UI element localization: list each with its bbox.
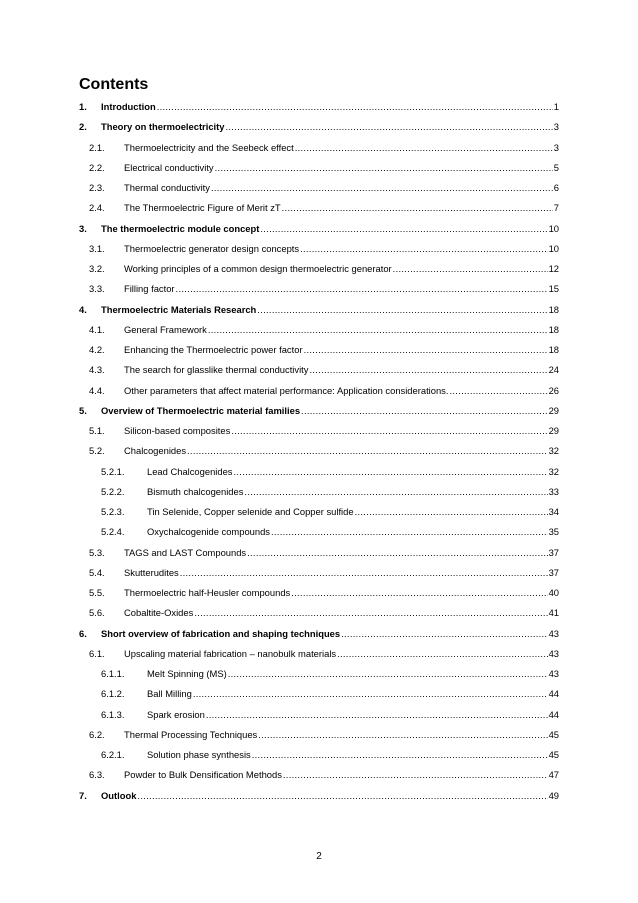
- toc-entry-page: 7: [553, 202, 559, 214]
- toc-entry[interactable]: [89, 242, 559, 256]
- toc-entry-page: 34: [548, 506, 559, 517]
- toc-entry[interactable]: [89, 323, 559, 337]
- toc-entry-title: Working principles of a common design thermoelectric generator: [124, 263, 392, 274]
- toc-entry-number: 5.2.3.: [101, 506, 125, 517]
- toc-leader-dots: [137, 789, 547, 803]
- toc-entry[interactable]: [89, 606, 559, 620]
- toc-entry-page: 18: [548, 323, 559, 335]
- toc-entry[interactable]: [89, 546, 559, 560]
- toc-leader-dots: [300, 242, 547, 256]
- toc-entry-page: 41: [548, 607, 559, 619]
- toc-entry-title: Thermoelectric half-Heusler compounds: [124, 587, 291, 598]
- toc-entry-title: Powder to Bulk Densification Methods: [124, 769, 282, 781]
- toc-entry-title: Chalcogenides: [124, 445, 187, 457]
- toc-entry-page: 1: [553, 101, 559, 112]
- toc-entry[interactable]: [79, 303, 559, 317]
- toc-entry-title: Short overview of fabrication and shaping techniques: [101, 627, 341, 639]
- toc-entry-page: 43: [548, 668, 559, 679]
- toc-entry-number: 6.1.2.: [101, 688, 125, 700]
- toc-entry-number: 2.2.: [89, 161, 105, 173]
- toc-entry-title: Thermoelectric generator design concepts: [124, 242, 300, 254]
- toc-entry-page: 18: [548, 303, 559, 315]
- toc-leader-dots: [244, 485, 547, 499]
- toc-entry[interactable]: [79, 789, 559, 803]
- toc-entry-page: 37: [548, 546, 559, 558]
- toc-entry-title: Introduction: [101, 101, 156, 112]
- toc-entry-page: 37: [548, 566, 559, 578]
- toc-entry[interactable]: [89, 586, 559, 600]
- toc-entry-page: 49: [548, 789, 559, 801]
- toc-entry[interactable]: [89, 201, 559, 215]
- toc-entry-number: 6.2.: [89, 728, 105, 740]
- toc-entry-page: 40: [548, 587, 559, 598]
- toc-entry-title: The Thermoelectric Figure of Merit zT: [124, 202, 281, 214]
- toc-entry-title: Other parameters that affect material performance: Application considerations.: [124, 384, 449, 396]
- toc-entry-page: 44: [548, 708, 559, 720]
- toc-entry[interactable]: [101, 667, 559, 681]
- toc-entry-page: 5: [553, 161, 559, 173]
- toc-entry-title: Cobaltite-Oxides: [124, 607, 194, 619]
- toc-entry[interactable]: [101, 485, 559, 499]
- toc-entry[interactable]: [79, 222, 559, 236]
- toc-entry-number: 5.6.: [89, 607, 105, 619]
- toc-entry[interactable]: [79, 404, 559, 418]
- toc-entry-number: 5.1.: [89, 425, 105, 436]
- toc-leader-dots: [194, 606, 547, 620]
- toc-entry-number: 7.: [79, 789, 87, 801]
- toc-entry-title: Spark erosion: [147, 708, 205, 720]
- toc-entry-title: Enhancing the Thermoelectric power factor: [124, 344, 303, 355]
- toc-entry-number: 3.: [79, 222, 87, 234]
- page-number: 2: [316, 851, 322, 862]
- toc-entry-page: 6: [553, 182, 559, 193]
- toc-entry-title: Silicon-based composites: [124, 425, 231, 436]
- toc-entry-page: 3: [553, 141, 559, 153]
- toc-leader-dots: [231, 424, 547, 438]
- toc-entry-title: Outlook: [101, 789, 137, 801]
- toc-entry-number: 4.: [79, 303, 87, 315]
- toc-entry-title: Thermal Processing Techniques: [124, 728, 258, 740]
- toc-entry-page: 18: [548, 344, 559, 355]
- toc-entry-number: 5.2.: [89, 445, 105, 457]
- toc-entry-title: Tin Selenide, Copper selenide and Copper sulfide: [147, 506, 354, 517]
- toc-entry[interactable]: [89, 161, 559, 175]
- toc-entry-page: 29: [548, 404, 559, 416]
- toc-leader-dots: [393, 262, 548, 276]
- toc-entry-number: 4.4.: [89, 384, 105, 396]
- toc-entry-page: 24: [548, 364, 559, 376]
- toc-entry-page: 35: [548, 526, 559, 538]
- toc-leader-dots: [341, 627, 547, 641]
- toc-entry-number: 1.: [79, 101, 87, 112]
- toc-entry-number: 6.1.1.: [101, 668, 125, 679]
- toc-leader-dots: [260, 222, 547, 236]
- toc-entry[interactable]: [89, 728, 559, 742]
- toc-entry-page: 29: [548, 425, 559, 436]
- toc-leader-dots: [309, 363, 547, 377]
- toc-entry-page: 10: [548, 222, 559, 234]
- toc-entry[interactable]: [101, 525, 559, 539]
- page-title: Contents: [79, 76, 149, 93]
- toc-entry-title: Thermoelectricity and the Seebeck effect: [124, 141, 294, 153]
- toc-entry-title: General Framework: [124, 323, 207, 335]
- toc-entry-title: Thermal conductivity: [124, 182, 210, 193]
- toc-leader-dots: [176, 282, 548, 296]
- toc-entry[interactable]: [89, 363, 559, 377]
- toc-leader-dots: [206, 708, 548, 722]
- toc-leader-dots: [211, 181, 553, 195]
- toc-leader-dots: [247, 546, 547, 560]
- toc-leader-dots: [225, 120, 552, 134]
- toc-entry-number: 3.1.: [89, 242, 105, 254]
- toc-entry-title: Electrical conductivity: [124, 161, 214, 173]
- toc-entry-number: 4.2.: [89, 344, 105, 355]
- toc-entry-page: 15: [548, 283, 559, 295]
- toc-entry-number: 2.: [79, 121, 87, 133]
- toc-entry-title: Skutterudites: [124, 566, 179, 578]
- toc-entry-number: 5.4.: [89, 566, 105, 578]
- toc-entry-page: 32: [548, 465, 559, 477]
- toc-entry-number: 6.1.: [89, 647, 105, 659]
- toc-entry[interactable]: [101, 748, 559, 762]
- toc-entry-page: 3: [553, 121, 559, 133]
- toc-entry[interactable]: [89, 566, 559, 580]
- toc-entry-title: Solution phase synthesis: [147, 749, 251, 760]
- toc-leader-dots: [157, 100, 553, 114]
- toc-entry[interactable]: [89, 444, 559, 458]
- toc-leader-dots: [301, 404, 548, 418]
- toc-leader-dots: [180, 566, 548, 580]
- toc-entry-number: 3.3.: [89, 283, 105, 295]
- toc-entry-title: Overview of Thermoelectric material families: [101, 404, 301, 416]
- toc-leader-dots: [295, 141, 553, 155]
- toc-entry-number: 5.5.: [89, 587, 105, 598]
- toc-entry-page: 45: [548, 749, 559, 760]
- toc-entry[interactable]: [101, 687, 559, 701]
- toc-leader-dots: [271, 525, 548, 539]
- toc-entry-title: Melt Spinning (MS): [147, 668, 227, 679]
- toc-entry-page: 10: [548, 242, 559, 254]
- toc-entry-number: 5.2.2.: [101, 485, 125, 497]
- toc-entry-number: 5.2.4.: [101, 526, 125, 538]
- toc-entry-title: Lead Chalcogenides: [147, 465, 233, 477]
- toc-entry[interactable]: [89, 768, 559, 782]
- toc-leader-dots: [257, 303, 547, 317]
- toc-leader-dots: [215, 161, 553, 175]
- toc-entry-page: 47: [548, 769, 559, 781]
- toc-leader-dots: [282, 201, 553, 215]
- toc-entry-number: 5.2.1.: [101, 465, 125, 477]
- toc-leader-dots: [233, 465, 547, 479]
- toc-entry-number: 6.2.1.: [101, 749, 125, 760]
- toc-entry-page: 33: [548, 485, 559, 497]
- toc-entry-page: 32: [548, 445, 559, 457]
- toc-entry-number: 4.3.: [89, 364, 105, 376]
- toc-entry[interactable]: [89, 181, 559, 195]
- toc-leader-dots: [283, 768, 548, 782]
- toc-entry[interactable]: [79, 627, 559, 641]
- toc-leader-dots: [337, 647, 547, 661]
- toc-entry-title: The thermoelectric module concept: [101, 222, 260, 234]
- toc-entry-number: 5.3.: [89, 546, 105, 558]
- toc-entry[interactable]: [89, 282, 559, 296]
- toc-entry-title: Filling factor: [124, 283, 175, 295]
- toc-entry-number: 6.: [79, 627, 87, 639]
- toc-entry-page: 43: [548, 647, 559, 659]
- toc-entry[interactable]: [89, 424, 559, 438]
- toc-entry[interactable]: [89, 384, 559, 398]
- toc-entry[interactable]: [101, 505, 559, 519]
- toc-entry-title: Theory on thermoelectricity: [101, 121, 225, 133]
- toc-entry-page: 43: [548, 627, 559, 639]
- toc-entry-title: Ball Milling: [147, 688, 192, 700]
- toc-leader-dots: [304, 343, 548, 357]
- toc-entry-number: 2.1.: [89, 141, 105, 153]
- toc-entry[interactable]: [89, 647, 559, 661]
- toc-entry[interactable]: [101, 465, 559, 479]
- toc-entry-title: The search for glasslike thermal conductivity: [124, 364, 309, 376]
- toc-leader-dots: [252, 748, 548, 762]
- toc-entry-number: 3.2.: [89, 263, 105, 274]
- toc-entry-page: 44: [548, 688, 559, 700]
- toc-entry-title: Bismuth chalcogenides: [147, 485, 244, 497]
- toc-leader-dots: [208, 323, 548, 337]
- toc-entry-number: 5.: [79, 404, 87, 416]
- toc-leader-dots: [291, 586, 547, 600]
- toc-leader-dots: [449, 384, 547, 398]
- toc-entry[interactable]: [79, 100, 559, 114]
- toc-entry-title: Thermoelectric Materials Research: [101, 303, 257, 315]
- toc-entry-number: 2.4.: [89, 202, 105, 214]
- toc-entry-page: 26: [548, 384, 559, 396]
- toc-entry-number: 6.3.: [89, 769, 105, 781]
- toc-entry[interactable]: [89, 141, 559, 155]
- toc-entry-page: 12: [548, 263, 559, 274]
- toc-leader-dots: [355, 505, 548, 519]
- toc-entry-title: Oxychalcogenide compounds: [147, 526, 270, 538]
- toc-entry-number: 2.3.: [89, 182, 105, 193]
- toc-leader-dots: [193, 687, 548, 701]
- toc-entry[interactable]: [79, 120, 559, 134]
- toc-entry[interactable]: [89, 262, 559, 276]
- toc-entry[interactable]: [89, 343, 559, 357]
- toc-entry-number: 6.1.3.: [101, 708, 125, 720]
- toc-leader-dots: [187, 444, 548, 458]
- toc-entry[interactable]: [101, 708, 559, 722]
- toc-entry-title: TAGS and LAST Compounds: [124, 546, 247, 558]
- toc-entry-title: Upscaling material fabrication – nanobulk materials: [124, 647, 337, 659]
- toc-leader-dots: [258, 728, 547, 742]
- toc-entry-number: 4.1.: [89, 323, 105, 335]
- toc-leader-dots: [228, 667, 548, 681]
- toc-entry-page: 45: [548, 728, 559, 740]
